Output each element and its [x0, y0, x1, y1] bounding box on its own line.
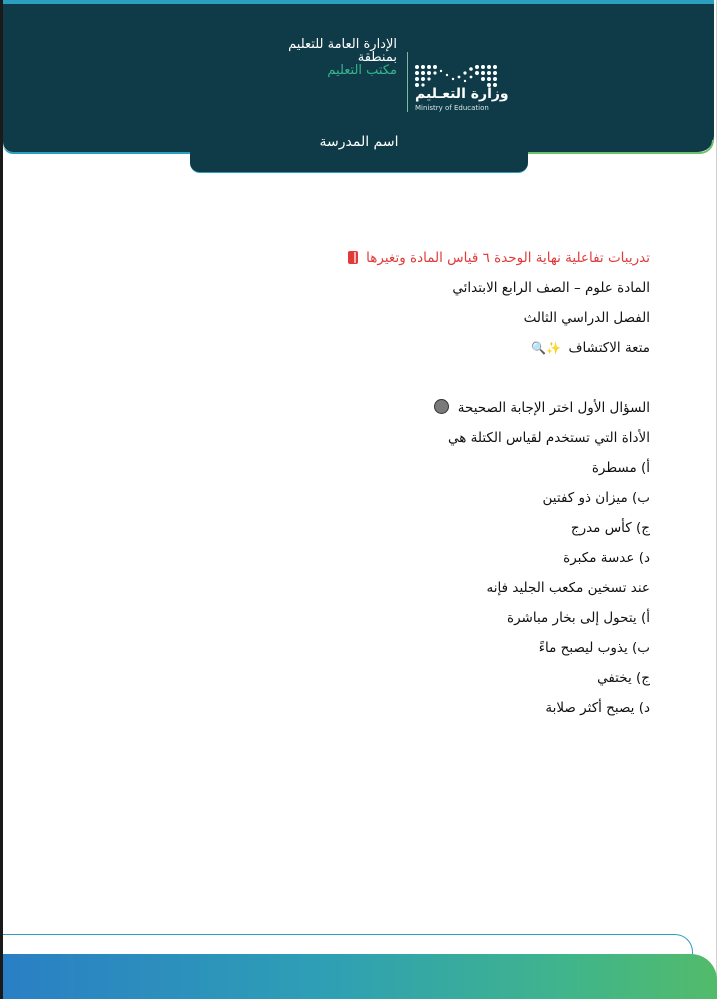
gray-circle-icon	[434, 399, 449, 414]
semester-line: الفصل الدراسي الثالث	[523, 310, 650, 326]
footer-line	[3, 934, 693, 954]
admin-line-general: الإدارة العامة للتعليم	[288, 37, 397, 52]
sparkle-magnifier-icon: ✨🔍	[531, 341, 562, 355]
q1-option-d: د) عدسة مكبرة	[563, 550, 650, 566]
worksheet-content	[90, 248, 650, 728]
spacer	[90, 368, 650, 398]
header-accent-green	[528, 140, 714, 154]
q2-option-b: ب) يذوب ليصبح ماءً	[538, 640, 650, 656]
question-heading	[90, 398, 650, 428]
admin-line-region: بمنطقة	[357, 50, 397, 65]
worksheet-title-text: تدريبات تفاعلية نهاية الوحدة ٦ قياس المادة وتغيرها	[366, 250, 650, 266]
admin-line-office: مكتب التعليم	[327, 63, 397, 78]
question-heading-text: السؤال الأول اختر الإجابة الصحيحة	[457, 400, 650, 416]
question-2-text: عند تسخين مكعب الجليد فإنه	[486, 580, 650, 596]
q2-option-d: د) يصبح أكثر صلابة	[545, 700, 650, 716]
q2-option-c: ج) يختفي	[597, 670, 650, 686]
header-accent-blue	[3, 140, 191, 154]
book-icon	[348, 251, 358, 264]
worksheet-title	[90, 248, 650, 278]
q1-option-a: أ) مسطرة	[591, 460, 650, 476]
discovery-line	[90, 338, 650, 368]
question-1-text: الأداة التي تستخدم لقياس الكتلة هي	[447, 430, 650, 446]
q1-option-c: ج) كأس مدرج	[570, 520, 650, 536]
logo-divider	[407, 52, 408, 112]
school-name-tab	[190, 128, 528, 173]
subject-line: المادة علوم – الصف الرابع الابتدائي	[452, 280, 650, 296]
discovery-text: متعة الاكتشاف	[568, 340, 650, 356]
footer-banner	[3, 954, 717, 999]
q2-option-a: أ) يتحول إلى بخار مباشرة	[507, 610, 650, 626]
ministry-name-english: Ministry of Education	[415, 104, 489, 112]
q1-option-b: ب) ميزان ذو كفتين	[542, 490, 650, 506]
school-name-label: اسم المدرسة	[319, 134, 399, 150]
admin-block	[288, 38, 397, 77]
ministry-name-arabic: وزارة التعـليم	[415, 86, 509, 102]
